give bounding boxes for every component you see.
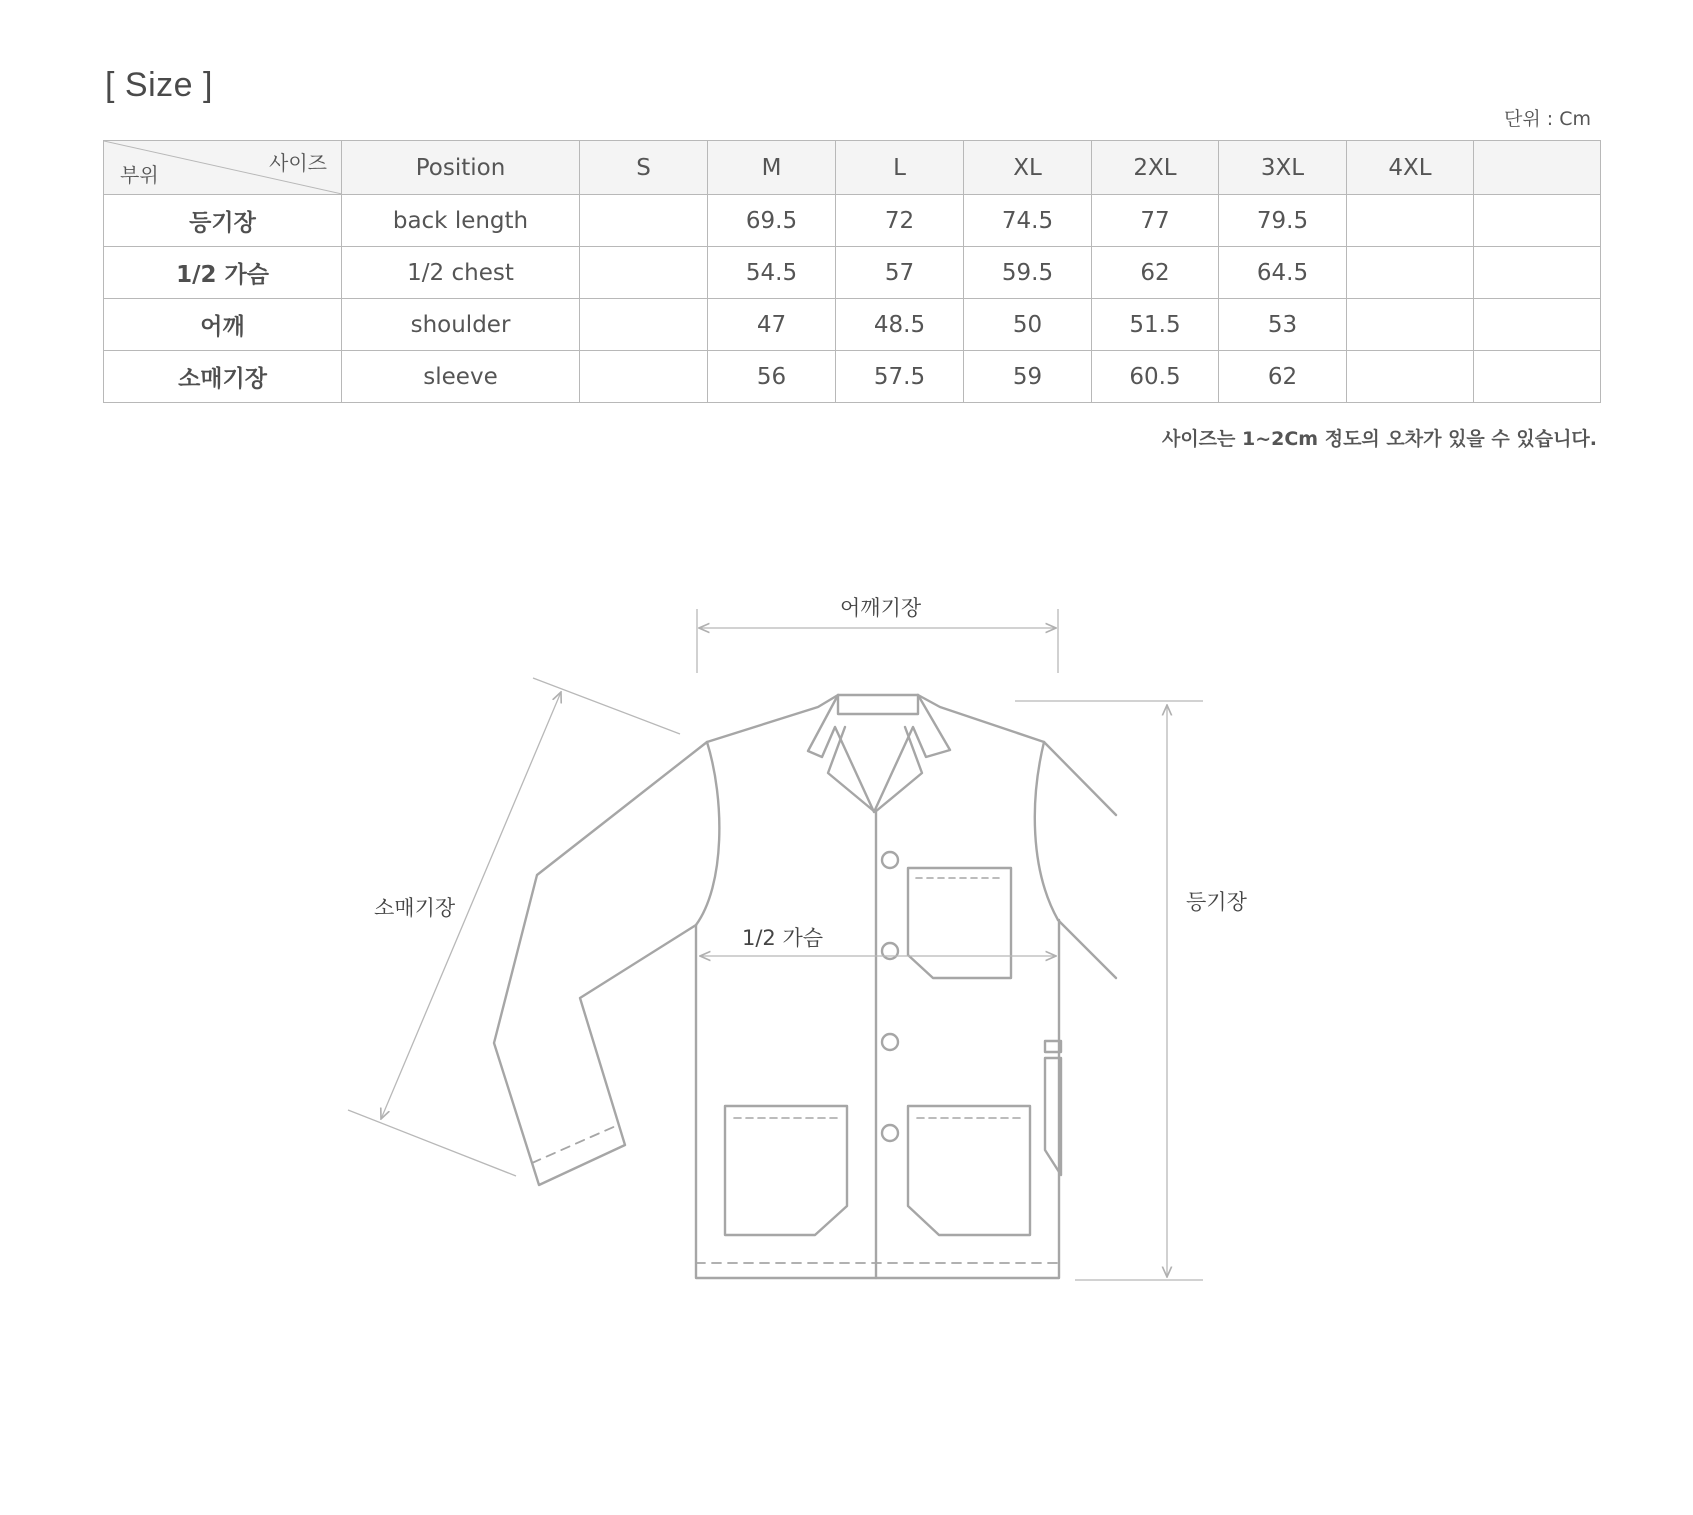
- table-cell: 54.5: [708, 247, 836, 299]
- button: [882, 852, 898, 868]
- row-label-en: 1/2 chest: [342, 247, 580, 299]
- table-cell: 57.5: [836, 351, 964, 403]
- sleeve-length-label: 소매기장: [374, 896, 456, 920]
- table-cell: 74.5: [964, 195, 1092, 247]
- sleeve-extent-bottom: [348, 1110, 516, 1176]
- table-cell: 53: [1219, 299, 1347, 351]
- row-label-kr: 등기장: [104, 195, 342, 247]
- left-armhole: [696, 742, 719, 925]
- table-cell: 62: [1219, 351, 1347, 403]
- row-label-en: back length: [342, 195, 580, 247]
- chest-pocket: [908, 868, 1011, 978]
- table-cell: 59.5: [964, 247, 1092, 299]
- jacket-outline: [494, 695, 1116, 1278]
- table-cell: 79.5: [1219, 195, 1347, 247]
- collar: [808, 695, 950, 812]
- corner-size-label: 사이즈: [269, 151, 327, 175]
- left-lower-pocket: [725, 1106, 847, 1235]
- right-sleeve-bottom: [1058, 920, 1116, 978]
- row-label-kr: 소매기장: [104, 351, 342, 403]
- row-label-kr: 어깨: [104, 299, 342, 351]
- table-cell: 72: [836, 195, 964, 247]
- back-length-label: 등기장: [1186, 890, 1247, 914]
- table-cell: 60.5: [1092, 351, 1219, 403]
- unit-label: 단위 : Cm: [1504, 108, 1591, 130]
- corner-part-label: 부위: [120, 163, 159, 187]
- button: [882, 1034, 898, 1050]
- button: [882, 1125, 898, 1141]
- table-cell: 56: [708, 351, 836, 403]
- shoulder-length-label: 어깨기장: [840, 596, 922, 620]
- table-cell: 51.5: [1092, 299, 1219, 351]
- table-cell: 77: [1092, 195, 1219, 247]
- row-label-en: shoulder: [342, 299, 580, 351]
- table-cell: 62: [1092, 247, 1219, 299]
- table-cell: 64.5: [1219, 247, 1347, 299]
- header-size-s: S: [580, 141, 708, 195]
- header-position: Position: [342, 141, 580, 195]
- right-armhole: [1035, 742, 1058, 920]
- right-shoulder: [918, 695, 1044, 742]
- table-cell: 59: [964, 351, 1092, 403]
- table-cell: 69.5: [708, 195, 836, 247]
- row-label-en: sleeve: [342, 351, 580, 403]
- chest-label: 1/2 가슴: [742, 926, 824, 950]
- size-tolerance-note: 사이즈는 1~2Cm 정도의 오차가 있을 수 있습니다.: [1161, 428, 1597, 450]
- cuff-stitch: [532, 1125, 618, 1163]
- header-size-2xl: 2XL: [1092, 141, 1219, 195]
- right-lower-pocket: [908, 1106, 1030, 1235]
- header-size-4xl: 4XL: [1347, 141, 1474, 195]
- collar-band: [838, 695, 918, 714]
- row-label-kr: 1/2 가슴: [104, 247, 342, 299]
- table-cell: 47: [708, 299, 836, 351]
- header-size-m: M: [708, 141, 836, 195]
- table-cell: 50: [964, 299, 1092, 351]
- left-shoulder: [707, 695, 838, 742]
- table-cell: 48.5: [836, 299, 964, 351]
- body-outline: [696, 920, 1059, 1278]
- page-title: [ Size ]: [105, 66, 213, 104]
- left-sleeve: [494, 742, 707, 1185]
- table-cell: 57: [836, 247, 964, 299]
- header-size-l: L: [836, 141, 964, 195]
- header-size-3xl: 3XL: [1219, 141, 1347, 195]
- header-size-xl: XL: [964, 141, 1092, 195]
- right-sleeve-top: [1044, 742, 1116, 815]
